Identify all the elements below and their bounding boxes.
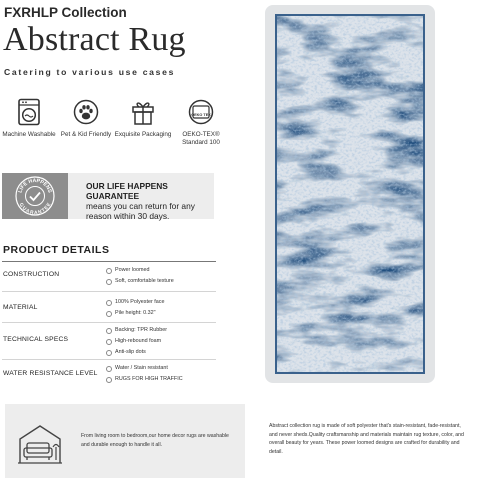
rug-image <box>275 14 425 374</box>
guarantee-banner <box>2 173 214 219</box>
spec-item: Backing: TPR Rubber <box>106 325 167 336</box>
guarantee-seal-icon <box>13 174 57 218</box>
guarantee-text <box>86 181 214 221</box>
paw-icon <box>73 98 99 126</box>
spec-item: Pile height: 0.32" <box>106 308 164 319</box>
guarantee-badge-bottom-text: GUARANTEE <box>17 202 53 217</box>
spec-item: Water / Stain resistant <box>106 363 183 374</box>
feature-pet-kid-friendly <box>57 98 115 139</box>
guarantee-badge <box>2 173 68 219</box>
divider <box>2 322 216 323</box>
product-subtitle: Catering to various use cases <box>4 67 176 77</box>
gift-icon <box>130 98 156 126</box>
product-title: Abstract Rug <box>3 21 186 58</box>
usage-text: From living room to bedroom,our home decor rugs are washable and durable enough to handle it all. <box>81 433 229 448</box>
divider <box>2 261 216 262</box>
living-room-icon <box>16 423 64 467</box>
product-description <box>245 404 475 478</box>
rug-pattern <box>275 14 425 374</box>
feature-machine-washable <box>0 98 58 139</box>
guarantee-badge-top-text: LIFE HAPPENS <box>17 177 53 194</box>
feature-label: Machine Washable <box>2 131 56 138</box>
svg-text:GUARANTEE <box>18 201 53 216</box>
description-text: Abstract collection rug is made of soft polyester that's stain-resistant, fade-resistant, and never sheds.Quality craftsmanship and materials maintain rug texture, color, and overall beauty for years. These power loomed designs are crafted for durability and detail. <box>269 423 464 456</box>
bottom-info-panel <box>5 404 475 478</box>
spec-item: RUGS FOR HIGH TRAFFIC <box>106 374 183 385</box>
feature-oeko-tex <box>172 98 230 147</box>
spec-item: Anti-slip dots <box>106 347 167 358</box>
spec-item: Power loomed <box>106 265 174 276</box>
spec-items <box>106 363 183 385</box>
washing-machine-icon <box>16 98 42 126</box>
spec-label: MATERIAL <box>3 304 38 311</box>
product-details-title: PRODUCT DETAILS <box>3 244 110 256</box>
oeko-tex-icon <box>188 98 214 126</box>
oeko-tex-icon-text: OEKO TEX <box>191 113 211 117</box>
feature-exquisite-packaging <box>114 98 172 139</box>
spec-items <box>106 297 164 319</box>
collection-name: FXRHLP Collection <box>4 5 127 20</box>
spec-item: 100% Polyester face <box>106 297 164 308</box>
divider <box>2 359 216 360</box>
feature-label: Pet & Kid Friendly <box>60 131 112 138</box>
guarantee-heading: OUR LIFE HAPPENS GUARANTEE <box>86 181 168 201</box>
guarantee-body: means you can return for any reason within 30 days. <box>86 201 195 221</box>
divider <box>2 291 216 292</box>
feature-list <box>0 98 232 158</box>
spec-item: Soft, comfortable texture <box>106 276 174 287</box>
spec-label: CONSTRUCTION <box>3 271 60 278</box>
rug-image-frame <box>265 5 435 383</box>
spec-label: TECHNICAL SPECS <box>3 336 69 343</box>
feature-label: OEKO-TEX® Standard 100 <box>182 131 220 146</box>
spec-label: WATER RESISTANCE LEVEL <box>3 370 98 377</box>
spec-item: High-rebound foam <box>106 336 167 347</box>
feature-label: Exquisite Packaging <box>114 131 172 138</box>
usage-info <box>5 404 235 478</box>
spec-items <box>106 265 174 287</box>
spec-items <box>106 325 167 358</box>
